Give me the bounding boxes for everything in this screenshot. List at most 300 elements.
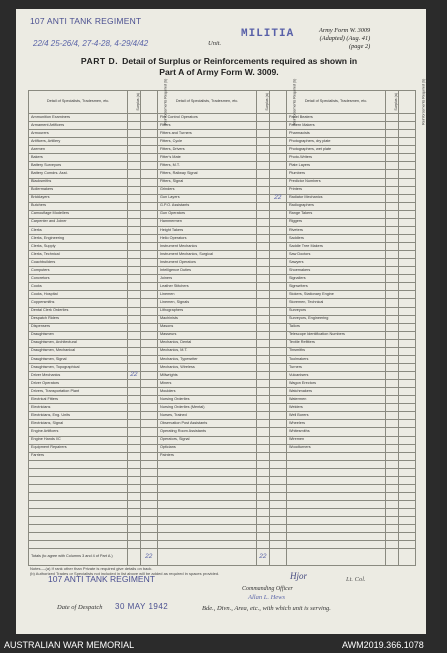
surplus-cell xyxy=(257,291,269,299)
surplus-cell xyxy=(257,404,269,412)
reinforcement-cell xyxy=(398,468,415,476)
table-row xyxy=(29,452,416,460)
reinforcement-cell xyxy=(140,138,157,146)
surplus-cell xyxy=(128,404,140,412)
reinforcement-cell xyxy=(398,396,415,404)
reinforcement-cell xyxy=(140,476,157,484)
specialist-name: Gun Operators xyxy=(157,210,256,218)
specialist-name: Fitters xyxy=(157,122,256,130)
specialist-name: Saddle Tree Makers xyxy=(286,243,385,251)
reinforcement-cell xyxy=(398,452,415,460)
reinforcement-cell xyxy=(269,186,286,194)
reinforcement-cell xyxy=(398,194,415,202)
surplus-cell xyxy=(257,122,269,130)
specialist-name xyxy=(157,509,256,517)
surplus-cell xyxy=(386,404,398,412)
reinforcement-cell xyxy=(140,178,157,186)
specialist-name: Hammermen xyxy=(157,218,256,226)
surplus-cell xyxy=(257,339,269,347)
despatch-date-stamp: 30 MAY 1942 xyxy=(115,602,169,611)
specialist-name: Wheelers xyxy=(286,420,385,428)
specialist-name: Saw Doctors xyxy=(286,251,385,259)
specialist-name: Helio Operators xyxy=(157,234,256,242)
surplus-cell xyxy=(257,517,269,525)
table-row xyxy=(29,202,416,210)
specialist-name xyxy=(157,501,256,509)
table-row xyxy=(29,170,416,178)
reinforcement-cell xyxy=(140,404,157,412)
signature: Hjor xyxy=(290,571,308,581)
surplus-cell xyxy=(257,492,269,500)
surplus-cell xyxy=(128,436,140,444)
reinforcement-cell xyxy=(269,275,286,283)
surplus-cell xyxy=(128,517,140,525)
surplus-cell xyxy=(257,323,269,331)
table-row xyxy=(29,114,416,122)
specialist-name: G.P.O. Assistants xyxy=(157,202,256,210)
specialist-name: Surveyors xyxy=(286,307,385,315)
surplus-cell xyxy=(257,146,269,154)
specialist-name: Riggers xyxy=(286,218,385,226)
surplus-cell xyxy=(257,428,269,436)
specialists-table xyxy=(28,78,425,566)
specialist-name xyxy=(29,509,128,517)
reinforcement-cell xyxy=(269,259,286,267)
reinforcement-cell xyxy=(398,170,415,178)
specialist-name: Boilermakers xyxy=(29,186,128,194)
specialist-name xyxy=(29,484,128,492)
surplus-cell xyxy=(386,267,398,275)
surplus-cell xyxy=(257,251,269,259)
reinforcement-cell xyxy=(140,363,157,371)
surplus-cell xyxy=(128,178,140,186)
surplus-cell xyxy=(386,243,398,251)
specialist-name xyxy=(29,501,128,509)
surplus-cell xyxy=(386,517,398,525)
header-detail: Detail of Specialists, Tradesmen, etc. xyxy=(286,91,385,114)
surplus-cell xyxy=(257,476,269,484)
surplus-cell xyxy=(386,283,398,291)
table-row xyxy=(29,251,416,259)
specialist-name: Battery Comdrs. Asst. xyxy=(29,170,128,178)
reinforcement-cell xyxy=(269,243,286,251)
total-cell xyxy=(157,549,256,566)
specialist-name: Farriers xyxy=(29,452,128,460)
reinforcement-cell xyxy=(398,218,415,226)
reinforcement-cell xyxy=(398,436,415,444)
handwritten-dates: 22/4 25-26/4, 27-4-28, 4-29/4/42 xyxy=(33,39,149,48)
reinforcement-cell xyxy=(140,243,157,251)
surplus-cell xyxy=(257,194,269,202)
reinforcement-cell xyxy=(140,162,157,170)
specialist-name: Radiator Mechanics xyxy=(286,194,385,202)
specialist-name: Wiremen xyxy=(286,436,385,444)
reinforcement-cell xyxy=(269,291,286,299)
reinforcement-cell xyxy=(269,130,286,138)
reinforcement-cell xyxy=(398,234,415,242)
surplus-cell xyxy=(257,307,269,315)
specialist-name: Pharmacists xyxy=(286,130,385,138)
surplus-cell xyxy=(386,396,398,404)
specialist-name xyxy=(29,517,128,525)
surplus-cell xyxy=(386,533,398,541)
reinforcement-cell xyxy=(398,460,415,468)
specialist-name xyxy=(286,484,385,492)
specialist-name: Nursing Orderlies xyxy=(157,396,256,404)
surplus-cell xyxy=(257,388,269,396)
specialist-name: Stokers, Stationary Engine xyxy=(286,291,385,299)
table-row xyxy=(29,380,416,388)
table-row xyxy=(29,331,416,339)
header-surplus: Surplus (a) xyxy=(257,91,269,114)
reinforcement-cell xyxy=(140,299,157,307)
surplus-cell xyxy=(386,331,398,339)
table-row xyxy=(29,194,416,202)
total-reinforcements-col1: 22 xyxy=(140,549,157,566)
table-row xyxy=(29,218,416,226)
specialist-name: Butchers xyxy=(29,202,128,210)
specialist-name xyxy=(157,476,256,484)
reinforcement-cell xyxy=(140,114,157,122)
reinforcement-cell xyxy=(398,275,415,283)
specialist-name: Cooks xyxy=(29,283,128,291)
surplus-cell xyxy=(386,186,398,194)
table-row xyxy=(29,130,416,138)
reinforcement-cell xyxy=(269,396,286,404)
archive-id: AWM2019.366.1078 xyxy=(342,640,424,650)
specialist-name: Draughtsmen, Mechanical xyxy=(29,347,128,355)
formation-label: Bde., Divn., Area, etc., with which unit is serving. xyxy=(202,605,331,612)
table-row xyxy=(29,162,416,170)
table-row xyxy=(29,501,416,509)
surplus-cell xyxy=(386,444,398,452)
specialist-name: Machinists xyxy=(157,315,256,323)
specialist-name: Fitters, Cycle xyxy=(157,138,256,146)
table-row xyxy=(29,444,416,452)
total-cell xyxy=(398,549,415,566)
specialist-name: Mechanics, Wireless xyxy=(157,363,256,371)
reinforcement-cell xyxy=(140,291,157,299)
table-row xyxy=(29,363,416,371)
table-row xyxy=(29,275,416,283)
reinforcement-cell xyxy=(269,436,286,444)
form-reference xyxy=(319,27,370,52)
surplus-cell xyxy=(128,315,140,323)
surplus-cell xyxy=(128,299,140,307)
specialist-name: Pattern Makers xyxy=(286,122,385,130)
table-row xyxy=(29,234,416,242)
reinforcement-cell xyxy=(398,202,415,210)
specialist-name: Sawyers xyxy=(286,259,385,267)
reinforcement-cell xyxy=(398,412,415,420)
specialist-name: Signallers xyxy=(286,275,385,283)
reinforcement-cell xyxy=(140,468,157,476)
surplus-cell xyxy=(128,501,140,509)
specialist-name xyxy=(286,533,385,541)
reinforcement-cell xyxy=(269,355,286,363)
specialist-name: Height Takers xyxy=(157,226,256,234)
reinforcement-cell xyxy=(140,323,157,331)
table-row xyxy=(29,436,416,444)
reinforcement-cell xyxy=(398,444,415,452)
surplus-cell xyxy=(128,363,140,371)
surplus-cell xyxy=(128,259,140,267)
specialist-name: Artificers, Artillery xyxy=(29,138,128,146)
surplus-cell xyxy=(128,307,140,315)
surplus-cell xyxy=(386,307,398,315)
reinforcement-cell xyxy=(140,283,157,291)
reinforcement-cell xyxy=(269,412,286,420)
specialist-name xyxy=(29,492,128,500)
reinforcement-cell xyxy=(269,331,286,339)
reinforcement-cell xyxy=(140,130,157,138)
surplus-cell xyxy=(386,541,398,549)
specialist-name: Electrical Fitters xyxy=(29,396,128,404)
surplus-cell xyxy=(257,186,269,194)
table-row xyxy=(29,122,416,130)
specialist-name xyxy=(286,541,385,549)
reinforcement-cell xyxy=(140,202,157,210)
surplus-cell: 22 xyxy=(128,372,140,380)
reinforcement-cell xyxy=(269,323,286,331)
surplus-cell xyxy=(257,533,269,541)
reinforcement-cell xyxy=(140,355,157,363)
specialist-name: Camouflage Modellers xyxy=(29,210,128,218)
specialist-name: Watermen xyxy=(286,396,385,404)
surplus-cell xyxy=(386,291,398,299)
reinforcement-cell xyxy=(140,251,157,259)
reinforcement-cell xyxy=(269,468,286,476)
surplus-cell xyxy=(386,194,398,202)
specialist-name: Telescope Identification Numbers xyxy=(286,331,385,339)
specialist-name: Riveters xyxy=(286,226,385,234)
table-row xyxy=(29,525,416,533)
specialist-name: Photographers, dry plate xyxy=(286,138,385,146)
totals-label: Totals (to agree with Columns 3 and 4 of Part A.) xyxy=(29,549,128,566)
surplus-cell xyxy=(128,525,140,533)
specialist-name: Grinders xyxy=(157,186,256,194)
reinforcement-cell xyxy=(398,283,415,291)
surplus-cell xyxy=(128,114,140,122)
reinforcement-cell xyxy=(140,372,157,380)
specialist-name: Shoemakers xyxy=(286,267,385,275)
specialist-name: Toolmakers xyxy=(286,355,385,363)
specialist-name: Engine Artificers xyxy=(29,428,128,436)
reinforcement-cell xyxy=(269,218,286,226)
reinforcement-cell xyxy=(269,339,286,347)
reinforcement-cell xyxy=(269,210,286,218)
surplus-cell xyxy=(257,452,269,460)
specialist-name: Masseurs xyxy=(157,331,256,339)
heading-line-1: Detail of Surplus or Reinforcements required as shown in xyxy=(122,56,358,66)
specialist-name: Mechanics, Typewriter xyxy=(157,355,256,363)
reinforcement-cell xyxy=(398,339,415,347)
specialist-name: Instrument Operators xyxy=(157,259,256,267)
surplus-cell xyxy=(386,452,398,460)
specialist-name: Panel Beaters xyxy=(286,114,385,122)
specialist-name xyxy=(286,476,385,484)
reinforcement-cell xyxy=(398,476,415,484)
form-ref-line: Army Form W. 3009 xyxy=(319,27,371,34)
specialist-name: Moulders xyxy=(157,388,256,396)
specialist-name: Mechanics, Dental xyxy=(157,339,256,347)
specialist-name: Fitters, Railway Signal xyxy=(157,170,256,178)
specialist-name: Coachbuilders xyxy=(29,259,128,267)
surplus-cell xyxy=(257,541,269,549)
surplus-cell xyxy=(257,210,269,218)
surplus-cell xyxy=(128,323,140,331)
reinforcement-cell xyxy=(398,178,415,186)
reinforcement-cell xyxy=(269,299,286,307)
surplus-cell xyxy=(128,533,140,541)
specialist-name: Whitesmiths xyxy=(286,428,385,436)
reinforcement-cell xyxy=(398,138,415,146)
reinforcement-cell xyxy=(140,347,157,355)
specialist-name: Drivers, Transportation Plant xyxy=(29,388,128,396)
surplus-cell xyxy=(386,315,398,323)
specialist-name xyxy=(29,468,128,476)
reinforcement-cell xyxy=(398,372,415,380)
specialist-name: Driver Mechanics xyxy=(29,372,128,380)
reinforcement-cell xyxy=(140,186,157,194)
reinforcement-cell xyxy=(269,283,286,291)
specialist-name: Draughtsmen, Signal xyxy=(29,355,128,363)
specialist-name: Bakers xyxy=(29,154,128,162)
table-row xyxy=(29,412,416,420)
reinforcement-cell xyxy=(269,492,286,500)
reinforcement-cell xyxy=(269,428,286,436)
surplus-cell xyxy=(128,162,140,170)
specialist-name: Intelligence Duties xyxy=(157,267,256,275)
reinforcement-cell xyxy=(398,299,415,307)
reinforcement-cell xyxy=(140,259,157,267)
surplus-cell xyxy=(386,154,398,162)
reinforcement-cell xyxy=(140,315,157,323)
surplus-cell xyxy=(128,154,140,162)
specialist-name xyxy=(286,509,385,517)
table-row xyxy=(29,484,416,492)
militia-stamp: MILITIA xyxy=(241,28,295,40)
specialist-name: Battery Surveyors xyxy=(29,162,128,170)
specialist-name xyxy=(157,492,256,500)
specialist-name: Armament Artificers xyxy=(29,122,128,130)
reinforcement-cell xyxy=(269,380,286,388)
surplus-cell xyxy=(128,146,140,154)
table-row xyxy=(29,291,416,299)
surplus-cell xyxy=(257,396,269,404)
table-row xyxy=(29,517,416,525)
header-reinforcements: Reinforcements Required (b) xyxy=(398,91,415,114)
surplus-cell xyxy=(386,210,398,218)
reinforcement-cell xyxy=(269,372,286,380)
specialist-name: Clerks xyxy=(29,226,128,234)
surplus-cell xyxy=(257,420,269,428)
surplus-cell xyxy=(257,509,269,517)
reinforcement-cell xyxy=(398,186,415,194)
specialist-name: Instrument Mechanics, Surgical xyxy=(157,251,256,259)
table-row xyxy=(29,460,416,468)
surplus-cell xyxy=(257,299,269,307)
reinforcement-cell xyxy=(398,323,415,331)
reinforcement-cell xyxy=(269,541,286,549)
surplus-cell xyxy=(257,226,269,234)
surplus-cell xyxy=(257,315,269,323)
surplus-cell xyxy=(386,460,398,468)
surplus-cell xyxy=(128,509,140,517)
surplus-cell xyxy=(386,138,398,146)
table-row xyxy=(29,347,416,355)
reinforcement-cell xyxy=(269,460,286,468)
total-surplus-col2: 22 xyxy=(257,549,269,566)
reinforcement-cell xyxy=(269,388,286,396)
specialist-name xyxy=(157,525,256,533)
reinforcement-cell xyxy=(269,307,286,315)
surplus-cell xyxy=(128,355,140,363)
surplus-cell xyxy=(257,138,269,146)
total-cell xyxy=(269,549,286,566)
specialist-name: Plumbers xyxy=(286,170,385,178)
reinforcement-cell xyxy=(269,363,286,371)
specialist-name: Fire Control Operators xyxy=(157,114,256,122)
surplus-cell xyxy=(386,380,398,388)
specialist-name: Driver Operators xyxy=(29,380,128,388)
surplus-cell xyxy=(386,114,398,122)
surplus-cell xyxy=(128,428,140,436)
reinforcement-cell xyxy=(140,267,157,275)
table-row xyxy=(29,509,416,517)
reinforcement-cell xyxy=(140,484,157,492)
reinforcement-cell xyxy=(398,363,415,371)
reinforcement-cell xyxy=(140,194,157,202)
reinforcement-cell xyxy=(269,234,286,242)
specialist-name: Computers xyxy=(29,267,128,275)
unit-label: Unit. xyxy=(208,40,222,47)
reinforcement-cell xyxy=(269,509,286,517)
surplus-cell xyxy=(386,347,398,355)
specialist-name: Operating Room Assistants xyxy=(157,428,256,436)
specialist-name xyxy=(29,525,128,533)
specialist-name: Equipment Repairers xyxy=(29,444,128,452)
reinforcement-cell xyxy=(269,138,286,146)
surplus-cell xyxy=(257,501,269,509)
reinforcement-cell xyxy=(140,380,157,388)
surplus-cell xyxy=(128,444,140,452)
table-row xyxy=(29,404,416,412)
surplus-cell xyxy=(386,259,398,267)
surplus-cell xyxy=(128,243,140,251)
reinforcement-cell xyxy=(269,122,286,130)
specialist-name: Fitters, Drivers xyxy=(157,146,256,154)
reinforcement-cell xyxy=(398,420,415,428)
reinforcement-cell xyxy=(398,533,415,541)
specialist-name: Wagon Erectors xyxy=(286,380,385,388)
reinforcement-cell xyxy=(269,170,286,178)
surplus-cell xyxy=(257,355,269,363)
surplus-cell xyxy=(386,122,398,130)
surplus-cell xyxy=(386,339,398,347)
reinforcement-cell xyxy=(140,146,157,154)
surplus-cell xyxy=(386,234,398,242)
reinforcement-cell xyxy=(398,492,415,500)
specialist-name: Watchmakers xyxy=(286,388,385,396)
header-surplus: Surplus (a) xyxy=(386,91,398,114)
surplus-cell xyxy=(128,339,140,347)
surplus-cell xyxy=(386,476,398,484)
archive-caption: AUSTRALIAN WAR MEMORIAL xyxy=(4,640,135,650)
surplus-cell xyxy=(128,460,140,468)
specialist-name: Carpenter and Joiner xyxy=(29,218,128,226)
specialist-name: Observation Post Assistants xyxy=(157,420,256,428)
